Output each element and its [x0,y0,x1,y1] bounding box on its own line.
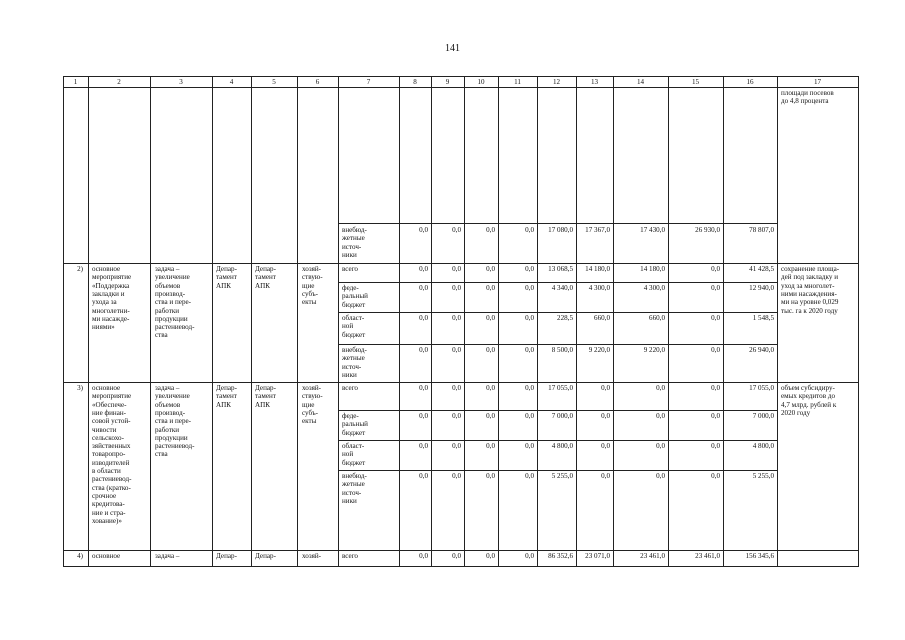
program-table [63,76,858,566]
result-text: до 4,8 процента [781,97,829,106]
source-band-rule [338,470,778,471]
table-bottom-border [63,566,859,567]
value-cell: 0,0 [656,412,665,420]
row-3)-top-rule [63,382,859,383]
column-number-17: 17 [813,78,822,86]
value-cell: 0,0 [656,472,665,480]
value-cell: 0,0 [525,346,534,354]
source-label: област- [342,442,365,450]
value-cell: 4 300,0 [643,284,665,292]
value-cell: 26 940,0 [749,346,774,354]
event-name: основное [92,384,121,392]
value-cell: 12 940,0 [749,284,774,292]
value-cell: 0,0 [452,552,461,560]
value-cell: 0,0 [525,412,534,420]
event-name: ми насажде- [92,314,130,323]
event-name: зяйственных [92,442,131,451]
source-label: внебюд- [342,226,367,234]
source-label: всего [342,384,358,392]
result-text: площади посевов [781,89,834,97]
event-name: ниями» [92,323,115,332]
task-text: продукции [155,314,188,323]
task-text: увеличение [155,392,190,401]
participants: щие [302,400,315,409]
column-rule-5 [297,76,298,566]
column-rule-0 [63,76,64,566]
participants: ствую- [302,392,323,401]
value-cell: 4 340,0 [551,284,573,292]
source-label: источ- [342,488,362,497]
result-text: объем субсидиру- [781,384,835,392]
value-cell: 0,0 [452,314,461,322]
participants: екты [302,298,317,307]
result-text: дей под закладку и [781,273,839,282]
event-name: закладки и [92,289,125,298]
value-cell: 9 220,0 [588,346,610,354]
column-number-9: 9 [445,78,450,86]
result-text: 4,7 млрд. рублей к [781,400,837,409]
column-number-10: 10 [477,78,485,86]
value-cell: 41 428,5 [749,265,774,273]
value-cell: 4 800,0 [551,442,573,450]
column-rule-4 [251,76,252,566]
column-number-12: 12 [552,78,561,86]
task-text: производ- [155,408,186,417]
executor: тамент [216,392,237,401]
value-cell: 0,0 [711,265,720,273]
event-name: растениевод- [92,475,132,484]
value-cell: 14 180,0 [585,265,610,273]
row-number: 4) [77,552,83,560]
task-text: объемов [155,400,181,409]
task-text: ства [155,450,168,459]
source-label: ники [342,496,357,505]
value-cell: 660,0 [594,314,610,322]
value-cell: 5 255,0 [752,472,774,480]
value-cell: 0,0 [486,384,495,392]
event-name: совой устой- [92,417,131,426]
value-cell: 0,0 [419,442,428,450]
value-cell: 156 345,6 [745,552,774,560]
column-rule-17 [858,76,859,566]
row-4)-top-rule [63,550,859,551]
row-2)-top-rule [63,263,859,264]
value-cell: 0,0 [452,226,461,234]
result-text: тыс. га к 2020 году [781,306,838,315]
value-cell: 0,0 [711,442,720,450]
value-cell: 0,0 [525,314,534,322]
column-number-1: 1 [73,78,78,86]
value-cell: 1 548,5 [752,314,774,322]
value-cell: 0,0 [525,284,534,292]
source-label: бюджет [342,300,366,309]
value-cell: 0,0 [486,226,495,234]
value-cell: 5 255,0 [551,472,573,480]
column-rule-6 [338,76,339,566]
task-text: задача – [155,265,180,273]
event-name: мероприятие [92,392,132,401]
value-cell: 0,0 [452,346,461,354]
value-cell: 17 055,0 [548,384,573,392]
value-cell: 0,0 [601,442,610,450]
source-label: внебюд- [342,472,367,480]
value-cell: 0,0 [601,472,610,480]
source-label: ники [342,370,357,379]
value-cell: 0,0 [525,226,534,234]
event-name: ства (кратко- [92,483,131,492]
participants: ствую- [302,273,323,282]
value-cell: 0,0 [656,384,665,392]
value-cell: 0,0 [486,412,495,420]
event-name: основное [92,552,121,560]
value-cell: 4 300,0 [588,284,610,292]
value-cell: 0,0 [486,346,495,354]
value-cell: 0,0 [525,472,534,480]
event-name: ние финан- [92,408,127,417]
executor: АПК [216,281,231,290]
event-name: кредитова- [92,500,125,509]
value-cell: 0,0 [452,412,461,420]
value-cell: 0,0 [711,412,720,420]
task-text: ства и пере- [155,417,191,426]
column-number-6: 6 [315,78,320,86]
column-number-16: 16 [746,78,754,86]
co-executor: АПК [255,400,270,409]
value-cell: 23 461,0 [640,552,665,560]
value-cell: 0,0 [419,314,428,322]
source-band-rule [338,282,778,283]
value-cell: 0,0 [711,284,720,292]
value-cell: 7 000,0 [752,412,774,420]
column-number-13: 13 [590,78,599,86]
source-label: жетные [342,354,365,363]
co-executor: Депар- [255,552,276,560]
event-name: мероприятие [92,273,132,282]
source-band-rule [338,410,778,411]
source-label: ной [342,450,354,459]
result-text: сохранение площа- [781,265,840,273]
source-label: област- [342,314,365,322]
co-executor: АПК [255,281,270,290]
column-number-5: 5 [272,78,276,86]
event-name: «Обеспече- [92,400,127,409]
column-number-3: 3 [179,78,183,86]
value-cell: 0,0 [525,442,534,450]
row-number: 2) [77,265,83,273]
event-name: хование)» [92,516,122,525]
event-name: в области [92,467,121,475]
value-cell: 17 055,0 [749,384,774,392]
source-band-rule [338,440,778,441]
task-text: производ- [155,289,186,298]
value-cell: 0,0 [486,314,495,322]
column-number-14: 14 [636,78,645,86]
value-cell: 7 000,0 [551,412,573,420]
column-number-7: 7 [366,78,371,86]
task-text: продукции [155,433,188,442]
task-text: увеличение [155,273,190,282]
task-text: растениевод- [155,442,195,451]
column-number-8: 8 [413,78,417,86]
event-name: срочное [92,491,117,500]
value-cell: 0,0 [525,552,534,560]
source-label: бюджет [342,428,366,437]
result-text: уход за многолет- [781,281,835,290]
value-cell: 23 071,0 [585,552,610,560]
value-cell: 4 800,0 [752,442,774,450]
event-name: изводителей [92,458,130,467]
task-text: ства и пере- [155,298,191,307]
event-name: основное [92,265,121,273]
value-cell: 0,0 [452,442,461,450]
co-executor: Депар- [255,265,276,273]
value-cell: 0,0 [486,265,495,273]
result-text: 2020 году [781,408,811,417]
result-text: ми на уровне 0,029 [781,298,839,307]
participants: щие [302,281,315,290]
source-label: источ- [342,362,362,371]
value-cell: 9 220,0 [643,346,665,354]
co-executor: тамент [255,273,276,282]
column-rule-2 [150,76,151,566]
value-cell: 14 180,0 [640,265,665,273]
task-text: ства [155,331,168,340]
event-name: «Поддержка [92,281,130,290]
value-cell: 0,0 [419,284,428,292]
value-cell: 0,0 [711,314,720,322]
value-cell: 0,0 [486,284,495,292]
source-label: внебюд- [342,346,367,354]
source-label: жетные [342,480,365,489]
column-rule-16 [777,76,778,566]
source-label: ральный [342,420,368,429]
source-label: бюджет [342,458,366,467]
value-cell: 0,0 [452,384,461,392]
value-cell: 0,0 [601,384,610,392]
source-label: ники [342,250,357,259]
participants: хозяй- [302,552,322,560]
value-cell: 13 068,5 [548,265,573,273]
event-name: многолетни- [92,306,130,315]
value-cell: 17 430,0 [640,226,665,234]
event-name: чивости [92,425,117,434]
value-cell: 23 461,0 [695,552,720,560]
value-cell: 0,0 [711,384,720,392]
column-number-4: 4 [229,78,234,86]
value-cell: 0,0 [601,412,610,420]
value-cell: 0,0 [486,472,495,480]
value-cell: 660,0 [649,314,665,322]
value-cell: 8 500,0 [551,346,573,354]
executor: Депар- [216,552,237,560]
event-name: товаропро- [92,450,126,459]
source-label: всего [342,552,358,560]
participants: екты [302,417,317,426]
value-cell: 86 352,6 [548,552,573,560]
header-bottom-rule [63,87,859,88]
source-label: бюджет [342,330,366,339]
value-cell: 0,0 [711,472,720,480]
source-band-rule [338,312,778,313]
source-label: феде- [342,284,359,292]
co-executor: тамент [255,392,276,401]
participants: субъ- [302,289,318,298]
event-name: сельскохо- [92,433,124,442]
value-cell: 0,0 [452,284,461,292]
value-cell: 26 930,0 [695,226,720,234]
task-text: объемов [155,281,181,290]
participants: субъ- [302,408,318,417]
event-name: ухода за [92,298,117,307]
result-text: емых кредитов до [781,392,836,401]
executor: тамент [216,273,237,282]
participants: хозяй- [302,384,322,392]
executor: Депар- [216,265,237,273]
value-cell: 0,0 [419,265,428,273]
source-label: ральный [342,292,368,301]
executor: АПК [216,400,231,409]
page-number: 141 [445,43,460,54]
task-text: растениевод- [155,323,195,332]
value-cell: 0,0 [452,265,461,273]
value-cell: 0,0 [525,265,534,273]
column-number-11: 11 [514,78,521,86]
source-band-rule [338,344,778,345]
executor: Депар- [216,384,237,392]
source-label: жетные [342,234,365,243]
value-cell: 0,0 [419,346,428,354]
value-cell: 0,0 [711,346,720,354]
value-cell: 0,0 [419,226,428,234]
value-cell: 0,0 [452,472,461,480]
value-cell: 0,0 [486,552,495,560]
column-rule-1 [88,76,89,566]
value-cell: 0,0 [419,412,428,420]
source-label: всего [342,265,358,273]
row-number: 3) [77,384,83,392]
value-cell: 17 080,0 [548,226,573,234]
source-label: феде- [342,412,359,420]
table-top-border [63,76,859,77]
task-text: работки [155,425,180,434]
value-cell: 78 807,0 [749,226,774,234]
task-text: задача – [155,552,180,560]
value-cell: 17 367,0 [585,226,610,234]
event-name: ние и стра- [92,508,126,517]
result-text: ними насаждения- [781,289,837,298]
value-cell: 228,5 [557,314,573,322]
value-cell: 0,0 [525,384,534,392]
participants: хозяй- [302,265,322,273]
column-number-2: 2 [117,78,121,86]
source-label: источ- [342,242,362,251]
value-cell: 0,0 [419,472,428,480]
source-label: ной [342,322,354,331]
task-text: работки [155,306,180,315]
co-executor: Депар- [255,384,276,392]
value-cell: 0,0 [486,442,495,450]
value-cell: 0,0 [656,442,665,450]
task-text: задача – [155,384,180,392]
value-cell: 0,0 [419,552,428,560]
column-number-15: 15 [691,78,700,86]
column-rule-3 [212,76,213,566]
band-rule [338,223,778,224]
value-cell: 0,0 [419,384,428,392]
